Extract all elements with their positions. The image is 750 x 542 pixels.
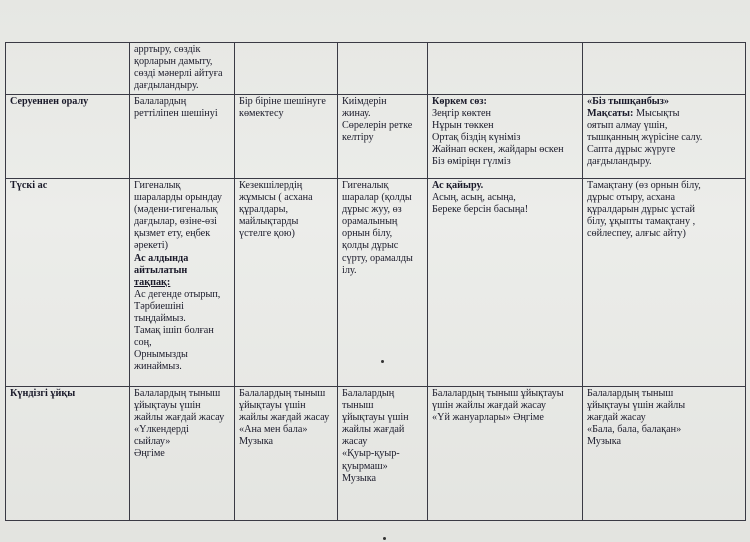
row-label	[6, 43, 130, 95]
cell-text-line: тыныш	[342, 400, 374, 412]
cell-text-line: «Бала, бала, балақан»	[587, 424, 682, 436]
cell-text-line: сөзді мәнерлі айтуға	[134, 68, 223, 80]
cell-text-line: «Үлкендерді	[134, 424, 189, 436]
scan-speck	[383, 537, 386, 540]
cell-text-line: оятып алмау үшін,	[587, 120, 668, 132]
cell-text-line: ұйықтауы үшін жайлы	[587, 400, 686, 412]
cell-text-line: ұйықтауы үшін	[239, 400, 306, 412]
table-cell	[235, 43, 338, 95]
cell-text-line: арртыру, сөздік	[134, 44, 201, 55]
cell-text-line: Береке берсін басыңа!	[432, 204, 529, 216]
cell-text-line: қуырмаш»	[342, 460, 388, 472]
table-cell	[130, 43, 235, 95]
table-row	[6, 387, 746, 521]
cell-text-line: Тәрбиешіні	[134, 300, 184, 312]
cell-text-line: тышқанның жүрісіне салу.	[587, 132, 703, 144]
cell-text-line: дұрыс жуу, өз	[342, 204, 402, 216]
cell-text-line: тақпақ:	[134, 276, 171, 288]
cell-text-line: «Біз тышқанбыз»	[587, 96, 669, 107]
cell-text-line: дағдылар, өзіне-өзі	[134, 216, 217, 228]
cell-text-line: құралдарын дұрыс ұстай	[587, 204, 695, 216]
cell-text-line: Балалардың тыныш	[587, 388, 674, 399]
cell-text-line: сыйлау»	[134, 436, 171, 448]
cell-text-line: дағдыландыру.	[587, 156, 652, 168]
cell-text-line: орнын білу,	[342, 228, 393, 240]
table-cell	[428, 387, 583, 521]
cell-text-line: Гигеналық	[342, 180, 389, 191]
cell-text-line: Музыка	[239, 436, 274, 448]
cell-text-line: Сапта дұрыс жүруге	[587, 144, 676, 156]
table-cell	[235, 179, 338, 387]
cell-text-line: ұйықтауы үшін	[134, 400, 201, 412]
cell-text-line: шаралар (қолды	[342, 192, 412, 204]
row-label: Күндізгі ұйқы	[6, 387, 130, 521]
cell-text-line: «Қуыр-қуыр-	[342, 448, 400, 460]
cell-text-line: «Ана мен бала»	[239, 424, 308, 436]
cell-text-line: үстелге қою)	[239, 228, 295, 240]
table-row	[6, 43, 746, 95]
cell-text-line: Тамақтану (өз орнын білу,	[587, 180, 701, 191]
cell-text-line: айтылатын	[134, 264, 188, 276]
table-cell	[130, 179, 235, 387]
cell-text-line: сүрту, орамалды	[342, 252, 413, 264]
table-cell	[235, 95, 338, 179]
table-cell	[338, 179, 428, 387]
table-cell	[130, 387, 235, 521]
cell-text-line: жайлы жағдай жасау	[134, 412, 225, 424]
table-cell	[428, 179, 583, 387]
cell-text-line: қолды дұрыс	[342, 240, 399, 252]
cell-text-line: жинаймыз.	[134, 361, 182, 373]
table-cell	[338, 95, 428, 179]
cell-text-line: дұрыс отыру, асхана	[587, 192, 676, 204]
cell-text-line: Балалардың тыныш ұйықтауы	[432, 388, 564, 399]
row-label: Түскі ас	[6, 179, 130, 387]
cell-text-line: орамалының	[342, 216, 398, 228]
table-cell	[583, 43, 746, 95]
cell-text-line: Кезекшілердің	[239, 180, 303, 191]
table-cell	[428, 95, 583, 179]
cell-text-line: Сөрелерін ретке	[342, 120, 413, 132]
cell-text-line: «Үй жануарлары» Әңгіме	[432, 412, 544, 424]
cell-text-line: тыңдаймыз.	[134, 313, 186, 325]
cell-text-line: жасау	[342, 436, 368, 448]
cell-text-line: Тамақ ішіп болған	[134, 325, 214, 337]
table-cell	[338, 43, 428, 95]
cell-text-line: Балалардың	[342, 388, 395, 399]
cell-text-line: реттіліпен шешінуі	[134, 108, 218, 120]
table-cell	[130, 95, 235, 179]
cell-text-line: Музыка	[587, 436, 622, 448]
cell-text-line: соң,	[134, 337, 152, 349]
cell-text-line: (мәдени-гигеналық	[134, 204, 218, 216]
cell-text-line: әрекеті)	[134, 240, 169, 252]
cell-text-line: жұмысы ( асхана	[239, 192, 313, 204]
cell-text-line: көмектесу	[239, 108, 284, 120]
table-cell	[583, 387, 746, 521]
cell-text-line: Орнымызды	[134, 349, 188, 361]
cell-text-line: Көркем сөз:	[432, 96, 487, 107]
cell-text-line: құралдары,	[239, 204, 289, 216]
cell-text-line: Гигеналық	[134, 180, 181, 191]
cell-text-line: сөйлеспеу, алғыс айту)	[587, 228, 686, 240]
scan-speck	[381, 360, 384, 363]
cell-text-line: Балалардың	[134, 96, 187, 107]
table-cell	[235, 387, 338, 521]
cell-text-line: Зеңгір көктен	[432, 108, 492, 120]
cell-text-line: қызмет ету, еңбек	[134, 228, 211, 240]
cell-text-line: Ортақ біздің күніміз	[432, 132, 521, 144]
cell-text-line: дағдыландыру.	[134, 80, 199, 92]
cell-text-line: ұйықтауы үшін	[342, 412, 409, 424]
cell-text-line: Нұрын төккен	[432, 120, 494, 132]
table-cell	[583, 179, 746, 387]
cell-text-line: Әңгіме	[134, 448, 165, 460]
cell-text-line: білу, ұқыпты тамақтану ,	[587, 216, 696, 228]
table-cell	[338, 387, 428, 521]
cell-text-line: майлықтарды	[239, 216, 299, 228]
cell-text-line: жайлы жағдай	[342, 424, 405, 436]
cell-text-line: жайлы жағдай жасау	[239, 412, 330, 424]
cell-text-line: келтіру	[342, 132, 374, 144]
table-row	[6, 95, 746, 179]
cell-text-line: Жайнап өскен, жайдары өскен	[432, 144, 564, 156]
cell-text-line: Киімдерін	[342, 96, 387, 107]
cell-text-line: Біз өміріңн гүлміз	[432, 156, 511, 168]
cell-text-line: Ас дегенде отырып,	[134, 288, 221, 300]
cell-text-line: үшін жайлы жағдай жасау	[432, 400, 547, 412]
table-row	[6, 179, 746, 387]
cell-text-line: Балалардың тыныш	[239, 388, 326, 399]
cell-text-line: жағдай жасау	[587, 412, 646, 424]
cell-text-line: Балалардың тыныш	[134, 388, 221, 399]
cell-text-line: жинау.	[342, 108, 371, 120]
table-cell	[583, 95, 746, 179]
cell-text-line: Ас алдында	[134, 252, 189, 264]
cell-text-line: Ас қайыру.	[432, 180, 484, 191]
cell-text-line: Музыка	[342, 472, 377, 484]
cell-text-line: Мақсаты: Мысықты	[587, 108, 680, 120]
cell-text-line: шараларды орындау	[134, 192, 222, 204]
row-label: Серуеннен оралу	[6, 95, 130, 179]
cell-text-line: Бір біріне шешінуге	[239, 96, 326, 107]
cell-text-line: қорларын дамыту,	[134, 56, 213, 68]
table-cell	[428, 43, 583, 95]
cell-text-line: ілу.	[342, 264, 357, 276]
daily-plan-table	[5, 42, 746, 521]
cell-text-line: Асың, асың, асыңа,	[432, 192, 516, 204]
